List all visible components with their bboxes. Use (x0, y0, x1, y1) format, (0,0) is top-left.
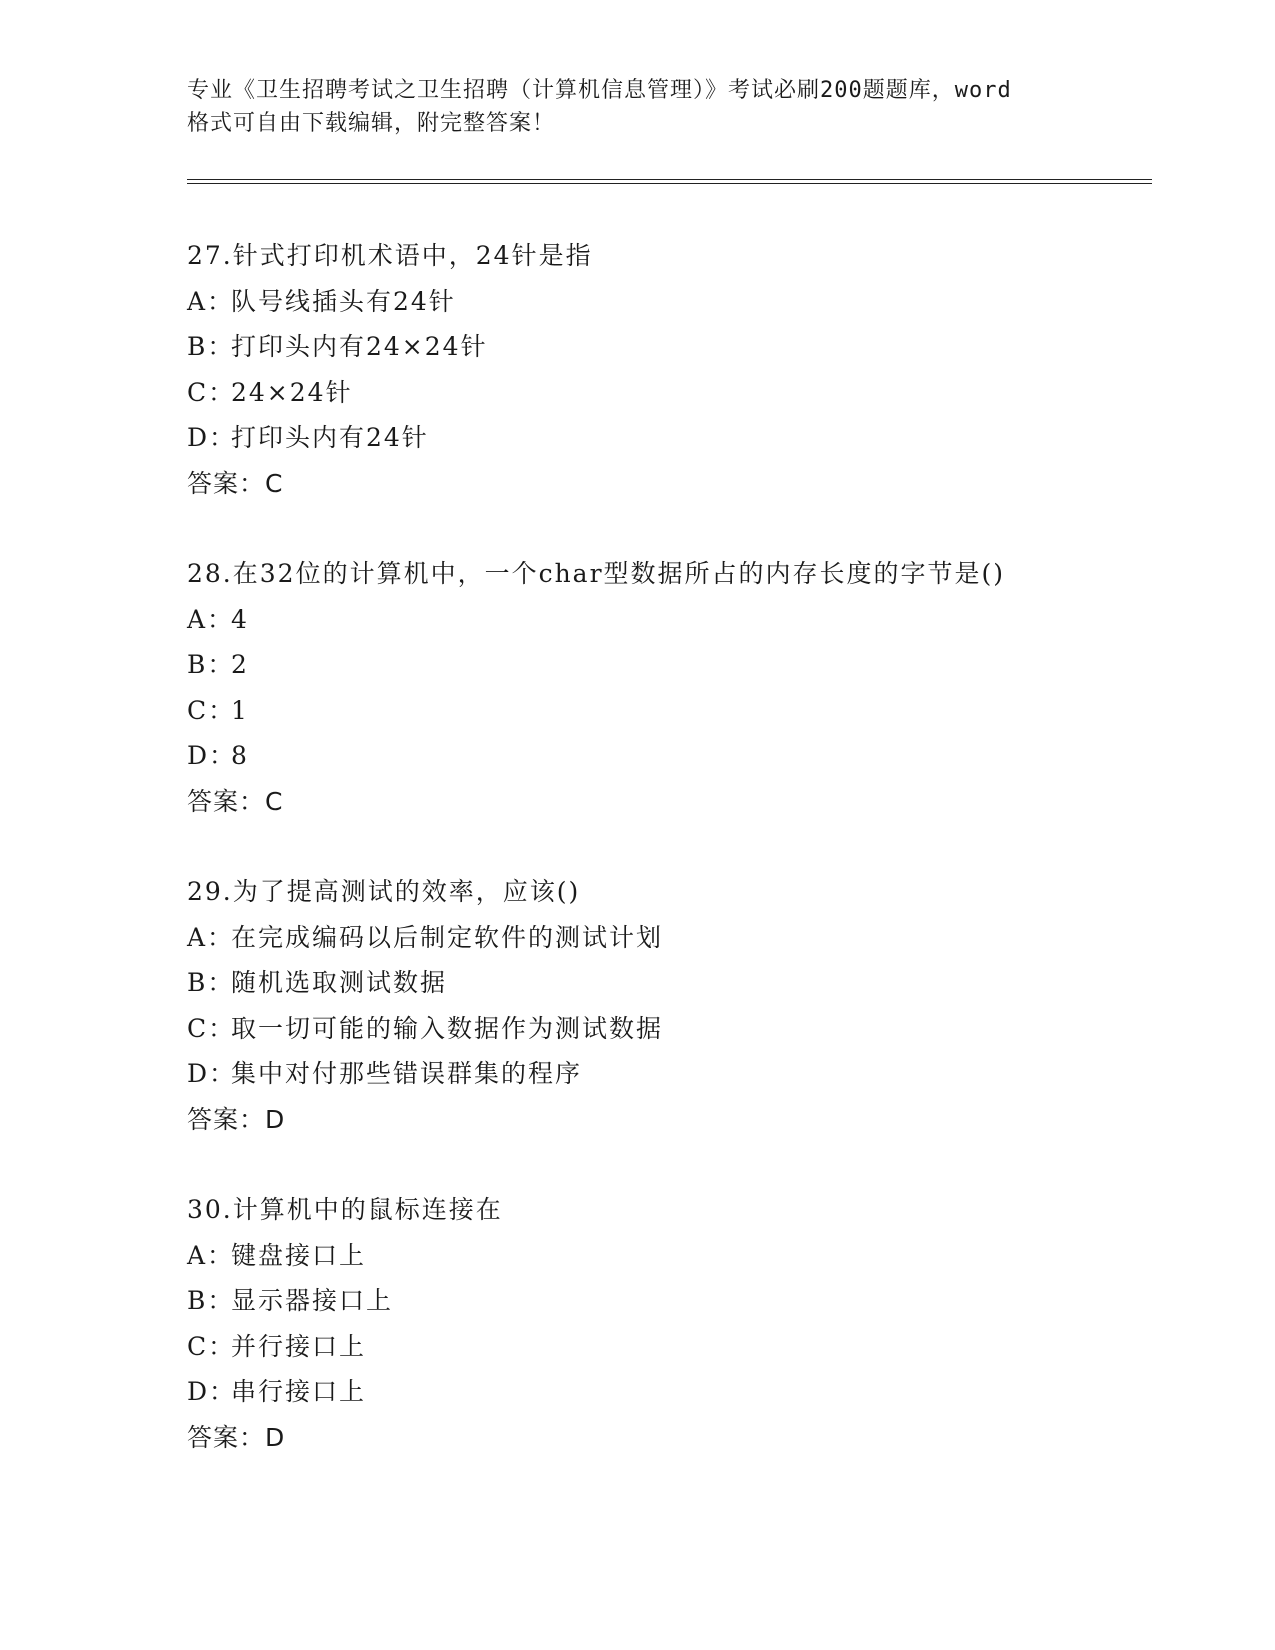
option-key: A： (187, 286, 235, 316)
question-27 (187, 233, 1152, 551)
option-text: 4 (231, 604, 249, 634)
option-text: 在完成编码以后制定软件的测试计划 (231, 922, 664, 952)
option-a (187, 915, 1152, 961)
header-divider-bottom (187, 183, 1152, 184)
option-key: A： (187, 604, 235, 634)
option-a (187, 279, 1152, 325)
option-text: 键盘接口上 (231, 1240, 367, 1270)
header-divider-top (187, 179, 1152, 180)
option-key: B： (187, 968, 235, 997)
option-key: B： (187, 332, 235, 361)
option-a (187, 1233, 1152, 1279)
option-key: D： (187, 1377, 237, 1406)
option-text: 取一切可能的输入数据作为测试数据 (231, 1013, 664, 1043)
option-text: 2 (231, 650, 249, 679)
option-b (187, 960, 1152, 1006)
option-key: D： (187, 1059, 237, 1088)
question-stem: 29.为了提高测试的效率，应该() (187, 877, 581, 906)
option-text: 串行接口上 (231, 1377, 367, 1406)
option-text: 打印头内有24×24针 (231, 332, 488, 361)
option-b (187, 324, 1152, 370)
question-stem: 30.计算机中的鼠标连接在 (187, 1195, 503, 1224)
option-key: A： (187, 1240, 235, 1270)
option-d (187, 1369, 1152, 1415)
document-header (187, 74, 1087, 140)
option-text: 队号线插头有24针 (231, 286, 456, 316)
option-key: D： (187, 741, 237, 770)
question-30 (187, 1187, 1152, 1505)
header-line-2: 格式可自由下载编辑，附完整答案！ (187, 111, 556, 136)
option-key: C： (187, 377, 236, 407)
option-d (187, 733, 1152, 779)
option-d (187, 415, 1152, 461)
question-29 (187, 869, 1152, 1187)
question-stem: 27.针式打印机术语中，24针是指 (187, 241, 593, 270)
option-b (187, 1278, 1152, 1324)
option-b (187, 642, 1152, 688)
question-28 (187, 551, 1152, 869)
option-text: 随机选取测试数据 (231, 968, 448, 997)
answer-text: 答案：C (187, 468, 284, 498)
option-text: 并行接口上 (231, 1331, 367, 1361)
answer-text: 答案：D (187, 1104, 286, 1134)
option-c (187, 1006, 1152, 1052)
answer-text: 答案：D (187, 1422, 286, 1452)
option-c (187, 688, 1152, 734)
question-stem: 28.在32位的计算机中，一个char型数据所占的内存长度的字节是() (187, 559, 1006, 588)
option-text: 集中对付那些错误群集的程序 (231, 1059, 583, 1088)
question-list (187, 233, 1152, 1505)
option-key: C： (187, 1013, 236, 1043)
option-key: C： (187, 695, 236, 725)
option-c (187, 1324, 1152, 1370)
option-key: B： (187, 650, 235, 679)
option-text: 打印头内有24针 (231, 423, 429, 452)
option-a (187, 597, 1152, 643)
option-text: 显示器接口上 (231, 1286, 394, 1315)
answer-text: 答案：C (187, 786, 284, 816)
option-d (187, 1051, 1152, 1097)
option-c (187, 370, 1152, 416)
option-key: B： (187, 1286, 235, 1315)
option-key: D： (187, 423, 237, 452)
header-line-1: 专业《卫生招聘考试之卫生招聘（计算机信息管理）》考试必刷200题题库，word (187, 78, 1012, 103)
option-text: 8 (231, 741, 249, 770)
option-text: 24×24针 (231, 377, 353, 407)
option-text: 1 (231, 695, 249, 725)
option-key: C： (187, 1331, 236, 1361)
option-key: A： (187, 922, 235, 952)
